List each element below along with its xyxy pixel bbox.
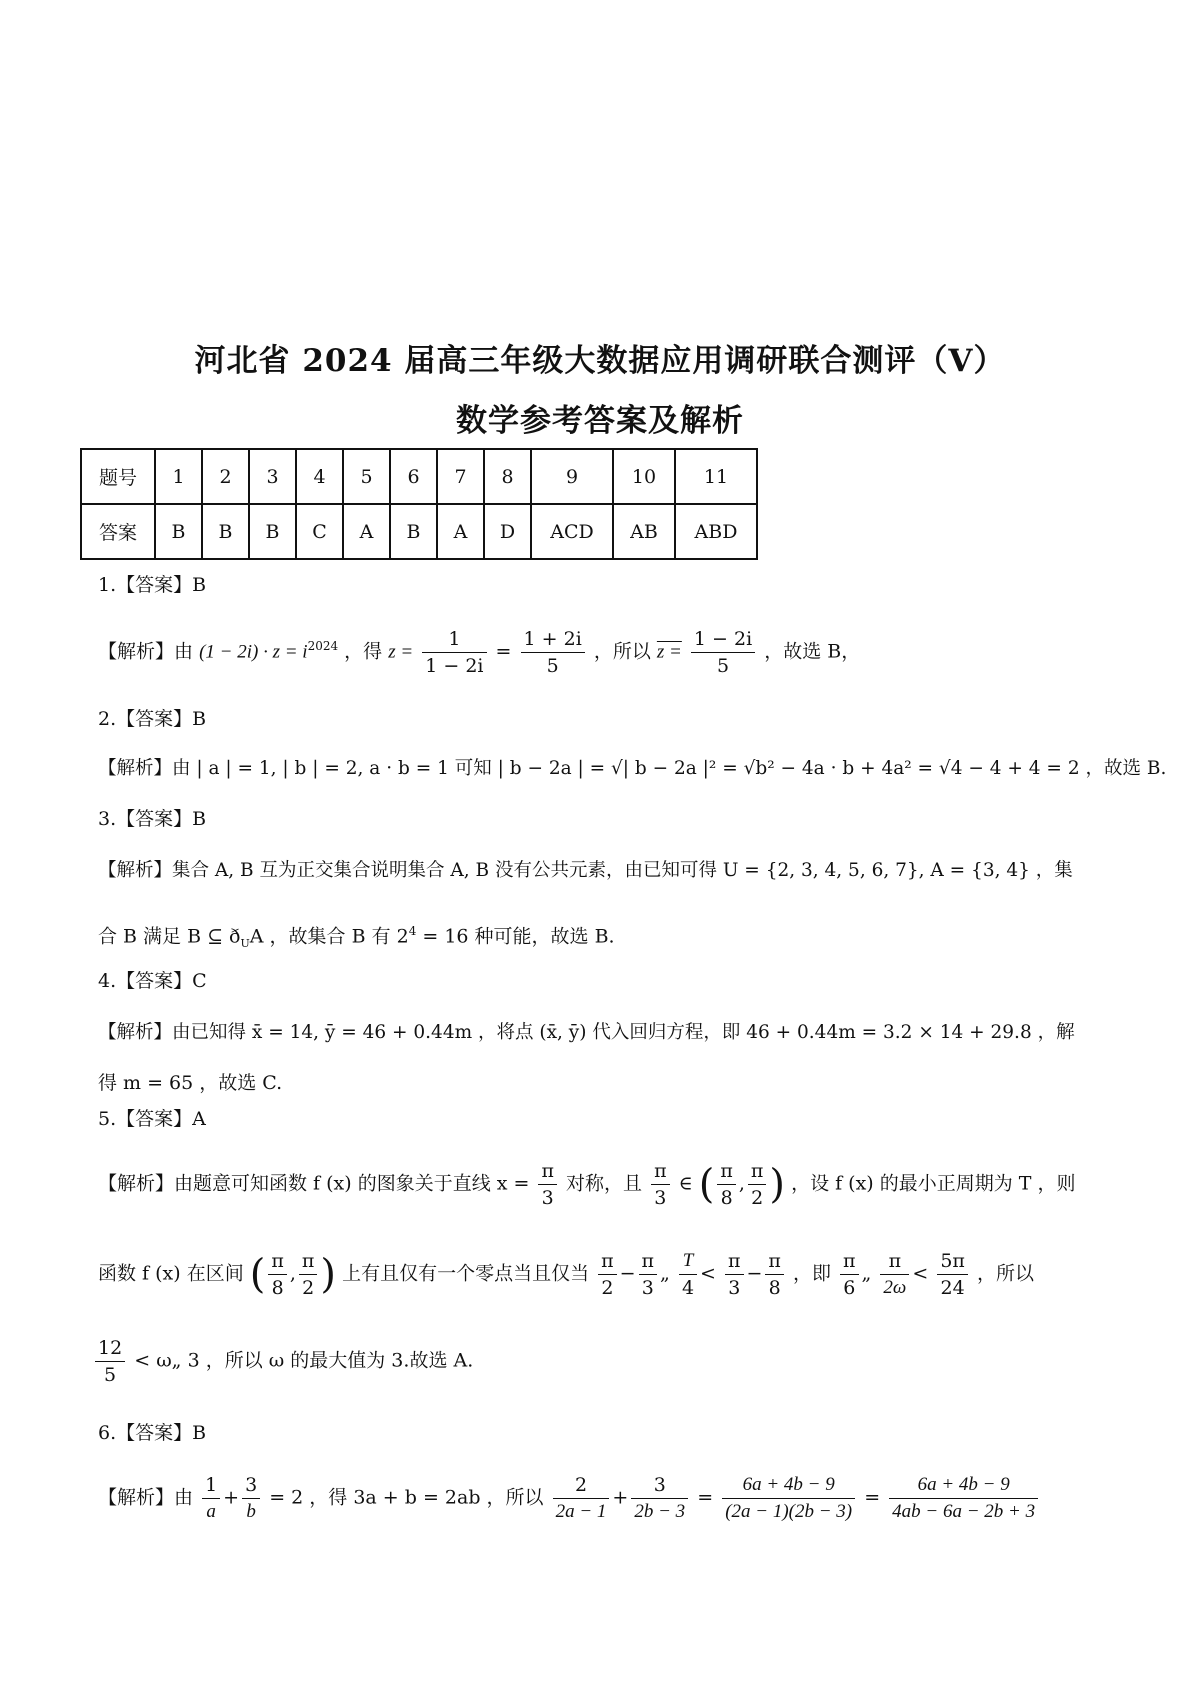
- denominator: (2a − 1)(2b − 3): [725, 1501, 853, 1522]
- q5-text: 上有且仅有一个零点当且仅当: [342, 1262, 590, 1285]
- q6-solution: [98, 1472, 1041, 1525]
- equals: =: [864, 1486, 881, 1509]
- denominator: 3: [654, 1187, 667, 1209]
- table-cell: 9: [531, 449, 613, 504]
- q1-fraction: [422, 626, 486, 679]
- q5-fraction: [268, 1248, 287, 1301]
- q5-fraction: [538, 1158, 557, 1211]
- numerator: π: [598, 1248, 617, 1275]
- denominator: 5: [716, 655, 730, 677]
- numerator: π: [299, 1248, 318, 1275]
- denominator: 8: [720, 1187, 733, 1209]
- table-cell: C: [296, 504, 343, 559]
- denominator: 3: [728, 1277, 741, 1299]
- right-paren: ): [320, 1251, 337, 1298]
- q5-fraction: [95, 1335, 125, 1388]
- q5-fraction: [679, 1248, 697, 1301]
- numerator: π: [840, 1248, 859, 1275]
- denominator: b: [246, 1501, 256, 1522]
- table-cell: B: [390, 504, 437, 559]
- numerator: 1: [422, 626, 486, 653]
- table-cell: 11: [675, 449, 757, 504]
- less-than: <: [912, 1262, 929, 1285]
- document-subtitle: 数学参考答案及解析: [456, 403, 744, 439]
- q5-text: ，即: [792, 1262, 831, 1285]
- q5-fraction: [299, 1248, 318, 1301]
- denominator: 2ω: [883, 1277, 907, 1298]
- left-paren: (: [698, 1161, 715, 1208]
- q1-text: ，故选 B，: [764, 640, 861, 663]
- denominator: 6: [843, 1277, 856, 1299]
- q4-solution-line2: 得 m = 65 ，故选 C.: [98, 1072, 283, 1094]
- minus: −: [619, 1262, 636, 1285]
- q1-fraction: [691, 626, 755, 679]
- denominator: 3: [641, 1277, 654, 1299]
- q6-fraction: [202, 1472, 220, 1525]
- numerator: 12: [95, 1335, 125, 1362]
- q5-solution-line2: 函数 f (x) 在区间 ( $\frac{\pi}{8}$ , $\frac{\pi}{2}$ ) 上有且仅有一个零点当且仅当 $\frac{\pi}{2}$ − $\frac{\pi}{3}$ „ $\frac{T}{4}$ < $\frac{\pi}{3}$ − $\frac{\pi}{8}$ ，即 $\frac{\pi}{6}$ „ $\frac{\pi}{2\omega}$ < $\frac{5\pi}{24}$ ，所以: [98, 1250, 1034, 1299]
- q5-solution-line1: 【解析】由题意可知函数 f (x) 的图象关于直线 x = $\frac{\pi}{3}$ 对称，且 $\frac{\pi}{3}$ ∈ ( $\frac{\pi}{8}$ , $\frac{\pi}{2}$ ) ，设 f (x) 的最小正周期为 T ，则: [98, 1160, 1076, 1209]
- q6-text: 【解析】由: [98, 1486, 194, 1509]
- q5-answer-heading: 5.【答案】A: [98, 1108, 206, 1130]
- q3-subscript: U: [240, 937, 250, 951]
- q1-text: ，所以: [593, 640, 651, 663]
- row-label: 答案: [81, 504, 155, 559]
- q4-answer-heading: 4.【答案】C: [98, 970, 207, 992]
- q1-prefix: 【解析】由: [98, 640, 194, 663]
- leq: „: [660, 1262, 670, 1285]
- q5-text: 【解析】由题意可知函数 f (x) 的图象关于直线 x =: [98, 1172, 530, 1195]
- q6-fraction: [722, 1472, 855, 1525]
- denominator: 2: [751, 1187, 764, 1209]
- table-cell: B: [202, 504, 249, 559]
- q5-fraction: [598, 1248, 617, 1301]
- table-cell: 2: [202, 449, 249, 504]
- table-cell: 3: [249, 449, 296, 504]
- numerator: π: [538, 1158, 557, 1185]
- q5-fraction: [840, 1248, 859, 1301]
- q2-solution: 【解析】由 | a | = 1, | b | = 2, a · b = 1 可知 | b − 2a | = √| b − 2a |² = √b² − 4a · b + 4a² = √4 − 4 + 4 = 2 ，故选 B.: [98, 758, 1167, 779]
- table-cell: 8: [484, 449, 531, 504]
- minus: −: [746, 1262, 763, 1285]
- denominator: 8: [768, 1277, 781, 1299]
- table-cell: 6: [390, 449, 437, 504]
- q3-answer-heading: 3.【答案】B: [98, 808, 207, 830]
- q5-fraction: [717, 1158, 736, 1211]
- denominator: 24: [940, 1277, 965, 1299]
- q6-fraction: [242, 1472, 260, 1525]
- numerator: π: [880, 1248, 909, 1275]
- denominator: 2a − 1: [555, 1501, 607, 1522]
- q5-fraction: [880, 1248, 909, 1301]
- denominator: 2: [601, 1277, 614, 1299]
- equals: =: [697, 1486, 714, 1509]
- q6-text: = 2 ，得 3a + b = 2ab ，所以: [269, 1486, 544, 1509]
- q4-solution-line1: 【解析】由已知得 x̄ = 14, ȳ = 46 + 0.44m ，将点 (x̄, ȳ) 代入回归方程，即 46 + 0.44m = 3.2 × 14 + 29.8 ，解: [98, 1022, 1075, 1043]
- table-cell: AB: [613, 504, 675, 559]
- denominator: 5: [546, 655, 559, 677]
- numerator: 1 + 2i: [521, 626, 585, 653]
- q3-exponent: 4: [408, 924, 417, 938]
- q6-fraction: [889, 1472, 1038, 1525]
- q3-solution-line2: [98, 918, 615, 957]
- q1-exponent: 2024: [307, 639, 339, 654]
- q5-fraction: [639, 1248, 658, 1301]
- denominator: 1 − 2i: [425, 655, 484, 677]
- q5-text: ，所以: [976, 1262, 1034, 1285]
- numerator: T: [679, 1248, 697, 1275]
- numerator: 1 − 2i: [691, 626, 755, 653]
- left-paren: (: [249, 1251, 266, 1298]
- q5-solution-line3: [98, 1335, 473, 1388]
- q1-fraction: [521, 626, 585, 679]
- leq: „: [861, 1262, 872, 1285]
- table-cell: A: [343, 504, 390, 559]
- q1-answer-heading: 1.【答案】B: [98, 574, 207, 596]
- q1-solution: [98, 626, 860, 679]
- q6-fraction: [553, 1472, 610, 1525]
- table-cell: 7: [437, 449, 484, 504]
- less-than: <: [700, 1262, 716, 1285]
- equals: =: [495, 640, 512, 663]
- q5-fraction: [765, 1248, 784, 1301]
- numerator: π: [717, 1158, 736, 1185]
- q3-text: A ，故集合 B 有 2: [249, 925, 409, 948]
- denominator: 5: [104, 1364, 117, 1386]
- q5-text: 函数 f (x) 在区间: [98, 1262, 244, 1285]
- numerator: 5π: [937, 1248, 968, 1275]
- numerator: π: [725, 1248, 744, 1275]
- plus: +: [612, 1486, 629, 1509]
- table-cell: D: [484, 504, 531, 559]
- numerator: π: [765, 1248, 784, 1275]
- document-title: 河北省 2024 届高三年级大数据应用调研联合测评（V）: [194, 343, 1006, 379]
- numerator: π: [268, 1248, 287, 1275]
- denominator: 2: [302, 1277, 315, 1299]
- row-label: 题号: [81, 449, 155, 504]
- table-cell: ABD: [675, 504, 757, 559]
- table-cell: B: [155, 504, 202, 559]
- table-cell: 5: [343, 449, 390, 504]
- numerator: 3: [631, 1472, 688, 1499]
- table-cell: 10: [613, 449, 675, 504]
- question-number-row: [81, 449, 757, 504]
- denominator: 4ab − 6a − 2b + 3: [892, 1501, 1036, 1522]
- q1-zbar: z =: [656, 641, 682, 663]
- q5-text: < ω„ 3 ，所以 ω 的最大值为 3.故选 A.: [134, 1349, 474, 1372]
- q5-fraction: [748, 1158, 767, 1211]
- q6-answer-heading: 6.【答案】B: [98, 1422, 207, 1444]
- numerator: 6a + 4b − 9: [889, 1472, 1038, 1499]
- element-of: ∈: [678, 1172, 693, 1195]
- numerator: 2: [553, 1472, 610, 1499]
- q2-answer-heading: 2.【答案】B: [98, 708, 207, 730]
- q1-expr: (1 − 2i) · z = i: [199, 641, 308, 663]
- numerator: π: [748, 1158, 767, 1185]
- numerator: π: [651, 1158, 670, 1185]
- q1-text: ，得: [344, 640, 383, 663]
- right-paren: ): [769, 1161, 786, 1208]
- q5-text: 对称，且: [566, 1172, 643, 1195]
- q3-text: 合 B 满足 B ⊆ ð: [98, 925, 241, 948]
- q5-fraction: [725, 1248, 744, 1301]
- table-cell: ACD: [531, 504, 613, 559]
- denominator: 4: [681, 1277, 695, 1299]
- q5-fraction: [651, 1158, 670, 1211]
- table-cell: 1: [155, 449, 202, 504]
- q3-text: = 16 种可能，故选 B.: [416, 925, 615, 948]
- denominator: 3: [541, 1187, 554, 1209]
- q1-z: z =: [388, 641, 414, 663]
- answer-row: [81, 504, 757, 559]
- plus: +: [223, 1486, 240, 1509]
- denominator: 2b − 3: [634, 1501, 686, 1522]
- q6-fraction: [631, 1472, 688, 1525]
- table-cell: 4: [296, 449, 343, 504]
- denominator: a: [206, 1501, 216, 1522]
- numerator: 1: [202, 1472, 220, 1499]
- q5-fraction: [937, 1248, 968, 1301]
- answer-table: [80, 448, 758, 560]
- table-cell: A: [437, 504, 484, 559]
- numerator: π: [639, 1248, 658, 1275]
- q3-solution-line1: 【解析】集合 A, B 互为正交集合说明集合 A, B 没有公共元素，由已知可得 U = {2, 3, 4, 5, 6, 7}, A = {3, 4} ，集: [98, 860, 1073, 881]
- numerator: 3: [242, 1472, 260, 1499]
- denominator: 8: [271, 1277, 284, 1299]
- q5-text: ，设 f (x) 的最小正周期为 T ，则: [791, 1172, 1076, 1195]
- table-cell: B: [249, 504, 296, 559]
- numerator: 6a + 4b − 9: [722, 1472, 855, 1499]
